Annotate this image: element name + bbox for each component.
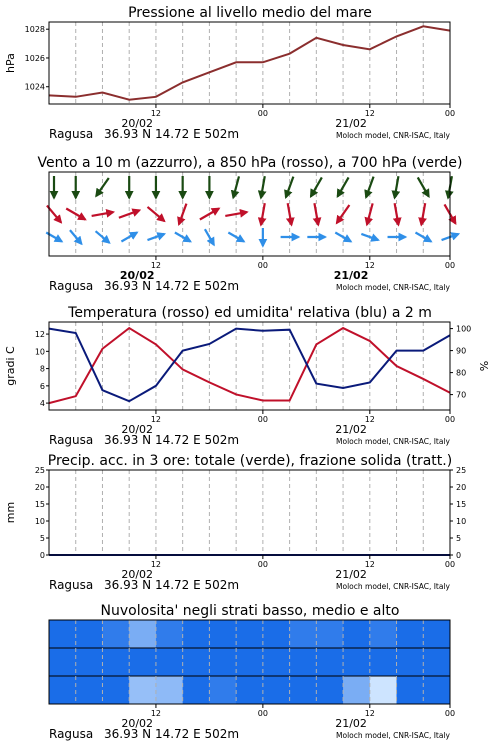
date-label: 21/02 xyxy=(335,117,367,130)
cloud-cell xyxy=(209,620,236,648)
cloud-cell xyxy=(49,648,76,676)
cloud-cell xyxy=(290,676,317,704)
location-name: Ragusa xyxy=(49,279,94,293)
panel-title: Nuvolosita' negli strati basso, medio e alto xyxy=(100,603,400,619)
y-tick-label: 1024 xyxy=(24,82,45,92)
x-tick-label: 12 xyxy=(364,109,375,118)
cloud-cell xyxy=(49,676,76,704)
cloud-cell xyxy=(236,676,263,704)
cloud-cell xyxy=(263,620,290,648)
y-tick-label: 10 xyxy=(34,517,45,526)
location-name: Ragusa xyxy=(49,578,94,592)
cloud-cell xyxy=(397,620,424,648)
cloud-cell xyxy=(290,620,317,648)
date-label: 20/02 xyxy=(121,117,154,130)
y-tick-label: 8 xyxy=(39,364,45,374)
y-tick-label: 6 xyxy=(39,381,45,391)
cloud-cell xyxy=(343,676,370,704)
x-tick-label: 00 xyxy=(257,709,268,718)
cloud-cell xyxy=(316,620,343,648)
wind-arrow-10m xyxy=(96,231,110,243)
y-tick-label: 4 xyxy=(39,399,45,409)
wind-arrow-10m xyxy=(335,233,351,242)
wind-arrow-10m xyxy=(70,230,82,244)
cloud-cell xyxy=(236,648,263,676)
cloud-cell xyxy=(76,676,103,704)
cloud-cell xyxy=(236,620,263,648)
cloud-cell xyxy=(370,620,397,648)
location-coords: 36.93 N 14.72 E 502m xyxy=(104,727,240,741)
temperature-line xyxy=(49,328,450,403)
date-label: 21/02 xyxy=(335,717,367,730)
cloud-cell xyxy=(397,676,424,704)
x-tick-label: 00 xyxy=(444,415,456,424)
y-right-tick-label: 10 xyxy=(456,517,467,526)
x-tick-label: 00 xyxy=(444,109,456,118)
y-right-tick-label: 20 xyxy=(456,483,467,492)
x-tick-label: 00 xyxy=(257,415,268,424)
wind-arrow-10m xyxy=(361,234,378,240)
humidity-line xyxy=(49,329,450,402)
y-tick-label: 0 xyxy=(39,551,45,560)
cloud-cell xyxy=(370,648,397,676)
precipitation-panel xyxy=(4,453,466,592)
cloud-cell xyxy=(423,648,450,676)
cloud-cell xyxy=(156,676,183,704)
wind-panel xyxy=(37,155,462,293)
date-label: 20/02 xyxy=(121,717,154,730)
y-tick-label: 1026 xyxy=(24,53,45,63)
wind-arrow-10m xyxy=(175,233,191,242)
date-label: 20/02 xyxy=(121,423,154,436)
y-axis-label: hPa xyxy=(4,53,17,73)
x-tick-label: 12 xyxy=(150,560,162,569)
cloud-cell xyxy=(370,676,397,704)
y-tick-label: 20 xyxy=(34,483,45,492)
y-tick-label: 10 xyxy=(34,347,45,357)
location-name: Ragusa xyxy=(49,727,94,741)
plot-frame xyxy=(49,470,450,555)
wind-arrow-10m xyxy=(147,234,164,240)
cloud-cell xyxy=(129,676,156,704)
cloud-cell xyxy=(156,648,183,676)
x-tick-label: 12 xyxy=(150,109,162,118)
cloud-cell xyxy=(49,620,76,648)
model-credit: Moloch model, CNR-ISAC, Italy xyxy=(336,437,450,446)
cloud-cell xyxy=(343,648,370,676)
y-right-tick-label: 90 xyxy=(456,346,467,356)
cloud-cell xyxy=(76,648,103,676)
cloud-cell xyxy=(102,648,129,676)
cloud-cell xyxy=(183,676,210,704)
cloud-cell xyxy=(183,620,210,648)
cloud-cell xyxy=(156,620,183,648)
y-right-tick-label: 70 xyxy=(456,390,467,400)
y-tick-label: 1028 xyxy=(24,25,45,35)
x-tick-label: 00 xyxy=(257,261,268,270)
cloud-cell xyxy=(102,620,129,648)
model-credit: Moloch model, CNR-ISAC, Italy xyxy=(336,582,450,591)
cloud-cell xyxy=(343,620,370,648)
x-tick-label: 00 xyxy=(257,109,268,118)
wind-arrow-10m xyxy=(415,233,431,242)
cloud-cell xyxy=(209,648,236,676)
cloud-cell xyxy=(183,648,210,676)
x-tick-label: 00 xyxy=(444,560,456,569)
y-tick-label: 15 xyxy=(34,500,45,509)
x-tick-label: 12 xyxy=(150,415,162,424)
plot-frame xyxy=(49,172,450,256)
cloud-cell xyxy=(423,676,450,704)
model-credit: Moloch model, CNR-ISAC, Italy xyxy=(336,131,450,140)
panel-title: Precip. acc. in 3 ore: totale (verde), frazione solida (tratt.) xyxy=(47,453,453,469)
cloud-cell xyxy=(76,620,103,648)
cloud-cell xyxy=(316,676,343,704)
date-label: 20/02 xyxy=(121,568,154,581)
y-tick-label: 12 xyxy=(34,330,45,340)
location-name: Ragusa xyxy=(49,433,94,447)
y-axis-right-label: % xyxy=(478,360,491,372)
y-tick-label: 25 xyxy=(34,466,45,475)
panel-title: Vento a 10 m (azzurro), a 850 hPa (rosso), a 700 hPa (verde) xyxy=(37,155,463,171)
cloud-cell xyxy=(209,676,236,704)
temperature-humidity-panel xyxy=(4,305,491,447)
cloud-cell xyxy=(423,620,450,648)
x-tick-label: 12 xyxy=(150,261,162,270)
x-tick-label: 12 xyxy=(364,261,375,270)
date-label: 21/02 xyxy=(335,423,367,436)
location-coords: 36.93 N 14.72 E 502m xyxy=(104,127,240,141)
y-right-tick-label: 0 xyxy=(456,551,462,560)
cloud-cell xyxy=(263,648,290,676)
date-label: 20/02 xyxy=(119,269,155,282)
x-tick-label: 12 xyxy=(364,415,375,424)
location-coords: 36.93 N 14.72 E 502m xyxy=(104,578,240,592)
date-label: 21/02 xyxy=(335,568,367,581)
y-right-tick-label: 25 xyxy=(456,466,467,475)
model-credit: Moloch model, CNR-ISAC, Italy xyxy=(336,731,450,740)
cloud-cell xyxy=(316,648,343,676)
y-axis-label: gradi C xyxy=(4,346,17,386)
x-tick-label: 12 xyxy=(150,709,162,718)
pressure-panel xyxy=(4,5,455,141)
x-tick-label: 00 xyxy=(444,709,456,718)
date-label: 21/02 xyxy=(333,269,369,282)
cloud-cover-panel xyxy=(49,603,455,741)
cloud-cell xyxy=(397,648,424,676)
y-right-tick-label: 5 xyxy=(456,534,462,543)
y-right-tick-label: 80 xyxy=(456,368,467,378)
x-tick-label: 12 xyxy=(364,709,375,718)
x-tick-label: 12 xyxy=(364,560,375,569)
model-credit: Moloch model, CNR-ISAC, Italy xyxy=(336,283,450,292)
wind-arrow-10m xyxy=(121,233,137,242)
panel-title: Pressione al livello medio del mare xyxy=(128,5,372,21)
panel-title: Temperatura (rosso) ed umidita' relativa (blu) a 2 m xyxy=(68,305,432,321)
y-tick-label: 5 xyxy=(39,534,45,543)
cloud-cell xyxy=(129,620,156,648)
x-tick-label: 00 xyxy=(257,560,268,569)
cloud-cell xyxy=(290,648,317,676)
cloud-cell xyxy=(129,648,156,676)
pressure-line xyxy=(49,26,450,99)
location-coords: 36.93 N 14.72 E 502m xyxy=(104,279,240,293)
y-right-tick-label: 100 xyxy=(456,324,472,334)
y-axis-label: mm xyxy=(4,501,17,524)
y-right-tick-label: 15 xyxy=(456,500,467,509)
wind-arrow-10m xyxy=(228,233,244,242)
location-coords: 36.93 N 14.72 E 502m xyxy=(104,433,240,447)
location-name: Ragusa xyxy=(49,127,94,141)
cloud-cell xyxy=(102,676,129,704)
cloud-cell xyxy=(263,676,290,704)
x-tick-label: 00 xyxy=(444,261,456,270)
